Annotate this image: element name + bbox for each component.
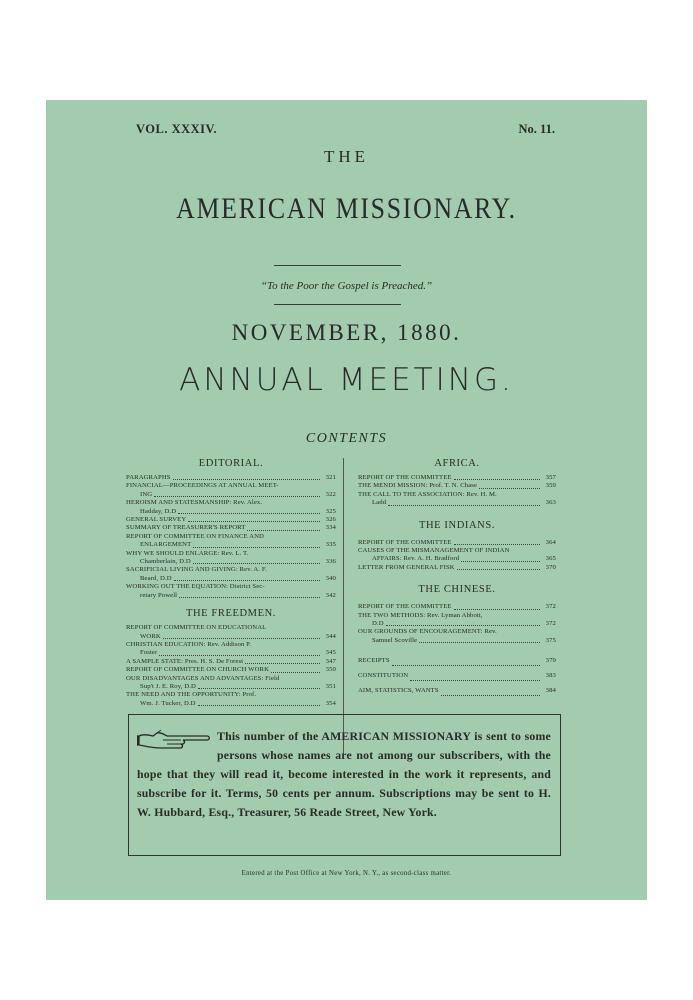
toc-entry-title: Chamberlain, D.D xyxy=(140,558,191,566)
toc-entry-page: 383 xyxy=(545,672,556,680)
toc-entry xyxy=(126,624,336,641)
toc-entry-title: SACRIFICIAL LIVING AND GIVING: Rev. A. F. xyxy=(126,566,267,574)
divider-bottom xyxy=(274,304,401,305)
toc-entry-title: A SAMPLE STATE: Pres. H. S. De Forest xyxy=(126,657,244,665)
toc-entry-page: 363 xyxy=(545,499,556,507)
toc-entry-title: THE MENDI MISSION: Prof. T. N. Chase xyxy=(358,482,478,490)
contents-heading: CONTENTS xyxy=(305,431,388,446)
toc-entry-title: AIM, STATISTICS, WANTS xyxy=(358,687,439,695)
issue-number: No. 11. xyxy=(518,122,555,136)
toc-entry xyxy=(126,583,336,600)
toc-left-column xyxy=(126,458,336,708)
toc-entry-title: Ladd xyxy=(372,499,387,507)
toc-editorial xyxy=(126,474,336,600)
toc-entry xyxy=(126,482,336,499)
toc-entry-title: OUR DISADVANTAGES AND ADVANTAGES: Field xyxy=(126,674,280,682)
toc-entry-page: 379 xyxy=(545,657,556,665)
motto: “To the Poor the Gospel is Preached.” xyxy=(260,280,433,292)
toc-entry xyxy=(358,539,556,547)
toc-entry-page: 334 xyxy=(325,524,336,532)
toc-entry xyxy=(126,524,336,532)
toc-entry xyxy=(126,516,336,524)
toc-entry-page: 335 xyxy=(325,541,336,549)
toc-entry-page: 384 xyxy=(545,687,556,695)
masthead-the: THE xyxy=(323,147,370,166)
toc-entry xyxy=(358,603,556,611)
pointing-hand-icon xyxy=(137,727,211,751)
column-divider xyxy=(343,458,344,754)
toc-entry xyxy=(358,474,556,482)
toc-misc xyxy=(358,653,556,698)
toc-entry-title: REPORT OF COMMITTEE ON FINANCE AND xyxy=(126,532,264,540)
toc-entry-title: Samuel Scoville xyxy=(372,636,418,644)
toc-entry xyxy=(126,641,336,658)
toc-entry-title: ENLARGEMENT xyxy=(140,541,192,549)
toc-entry-title: Foster xyxy=(140,649,158,657)
toc-entry xyxy=(358,482,556,490)
toc-entry xyxy=(358,653,556,668)
postal-notice: Entered at the Post Office at New York, N. Y., as second-class matter. xyxy=(241,870,452,877)
toc-entry xyxy=(126,666,336,674)
toc-entry xyxy=(126,474,336,482)
toc-entry-title: GENERAL SURVEY xyxy=(126,516,187,524)
toc-entry-page: 359 xyxy=(545,482,556,490)
toc-entry-title: REPORT OF THE COMMITTEE xyxy=(358,603,452,611)
toc-africa xyxy=(358,474,556,508)
subscription-notice xyxy=(128,714,561,856)
toc-entry-title: REPORT OF COMMITTEE ON EDUCATIONAL xyxy=(126,624,267,632)
toc-entry-page: 321 xyxy=(325,474,336,481)
toc-entry-title: WORK xyxy=(140,632,161,640)
toc-entry-page: 375 xyxy=(545,636,556,644)
toc-entry-title: AFFAIRS: Rev. A. H. Bradford xyxy=(372,555,460,563)
toc-entry-page: 326 xyxy=(325,516,336,524)
toc-entry-page: 372 xyxy=(545,620,556,628)
toc-entry-title: WHY WE SHOULD ENLARGE: Rev. L. T. xyxy=(126,549,249,557)
toc-entry-title: FINANCIAL—PROCEEDINGS AT ANNUAL MEET- xyxy=(126,482,279,490)
toc-entry-title: THE CALL TO THE ASSOCIATION: Rev. H. M. xyxy=(358,490,497,498)
toc-entry xyxy=(126,658,336,666)
toc-entry-title: CHRISTIAN EDUCATION: Rev. Addison P. xyxy=(126,640,252,648)
section-heading-africa: AFRICA. xyxy=(434,458,480,469)
toc-entry-page: 351 xyxy=(325,682,336,690)
notice-text-block xyxy=(137,727,551,822)
toc-entry xyxy=(358,564,556,572)
toc-entry-page: 325 xyxy=(325,507,336,515)
toc-entry-page: 340 xyxy=(325,574,336,582)
toc-entry-title: THE NEED AND THE OPPORTUNITY: Prof. xyxy=(126,691,257,699)
divider-top xyxy=(274,265,401,266)
section-heading-editorial: EDITORIAL. xyxy=(198,458,264,469)
section-heading-chinese: THE CHINESE. xyxy=(418,584,496,596)
toc-entry-page: 344 xyxy=(325,632,336,640)
toc-entry-page: 322 xyxy=(325,490,336,498)
toc-entry xyxy=(358,628,556,645)
toc-entry xyxy=(126,499,336,516)
section-heading-freedmen: THE FREEDMEN. xyxy=(185,608,277,620)
toc-entry-title: WORKING OUT THE EQUATION: District Sec- xyxy=(126,583,265,591)
toc-entry-title: OUR GROUNDS OF ENCOURAGEMENT: Rev. xyxy=(358,628,497,636)
toc-entry-page: 347 xyxy=(325,657,336,665)
toc-entry-title: ING xyxy=(140,490,153,498)
toc-entry-page: 336 xyxy=(325,558,336,566)
toc-entry-page: 342 xyxy=(325,591,336,599)
toc-entry xyxy=(358,491,556,508)
toc-entry-page: 357 xyxy=(545,474,556,481)
toc-entry-title: CAUSES OF THE MISMANAGEMENT OF INDIAN xyxy=(358,547,510,555)
toc-entry-title: Beard, D.D xyxy=(140,574,172,582)
section-heading-indians: THE INDIANS. xyxy=(418,519,496,531)
toc-entry-title: Wm. J. Tucker, D.D xyxy=(140,699,196,707)
toc-entry xyxy=(358,547,556,564)
toc-entry xyxy=(126,566,336,583)
toc-entry xyxy=(126,550,336,567)
toc-entry-page: 370 xyxy=(545,563,556,571)
toc-entry-title: REPORT OF COMMITTEE ON CHURCH WORK xyxy=(126,666,270,674)
toc-entry-page: 372 xyxy=(545,603,556,611)
issue-date: NOVEMBER, 1880. xyxy=(231,320,462,345)
toc-freedmen xyxy=(126,624,336,708)
toc-indians xyxy=(358,539,556,573)
toc-entry-title: HEROISM AND STATESMANSHIP: Rev. Alex. xyxy=(126,499,263,507)
toc-entry xyxy=(358,612,556,629)
toc-entry-title: CONSTITUTION xyxy=(358,672,409,680)
toc-entry xyxy=(126,675,336,692)
toc-entry xyxy=(126,533,336,550)
toc-entry-title: Hadday, D.D xyxy=(140,507,177,515)
toc-entry-title: SUMMARY OF TREASURER'S REPORT xyxy=(126,524,246,532)
issue-subtitle: ANNUAL MEETING. xyxy=(179,362,514,398)
masthead-title: AMERICAN MISSIONARY. xyxy=(176,192,517,225)
toc-entry-title: REPORT OF THE COMMITTEE xyxy=(358,538,452,546)
toc-entry-title: Sup't J. E. Roy, D.D xyxy=(140,682,196,690)
volume-label: VOL. XXXIV. xyxy=(136,122,218,136)
toc-right-column xyxy=(358,458,556,698)
toc-entry-title: D.D xyxy=(372,620,384,628)
toc-entry-page: 345 xyxy=(325,649,336,657)
toc-entry-title: REPORT OF THE COMMITTEE xyxy=(358,474,452,481)
toc-entry xyxy=(126,691,336,708)
magazine-cover xyxy=(46,100,647,900)
toc-entry-title: LETTER FROM GENERAL FISK xyxy=(358,563,455,571)
toc-entry-page: 354 xyxy=(325,699,336,707)
toc-entry xyxy=(358,683,556,698)
toc-entry xyxy=(358,668,556,683)
toc-entry-title: retary Powell xyxy=(140,591,178,599)
toc-chinese xyxy=(358,603,556,645)
notice-text: This number of the AMERICAN MISSIONARY is sent to some persons whose names are not among our subscribers, with the hope that they will read it, become interested in the work it represents, and subscribe for it. Terms, 50 cents per annum. Subscriptions may be sent to H. W. Hubbard, Esq., Treasurer, 56 Reade Street, New York. xyxy=(137,729,551,819)
toc-entry-page: 364 xyxy=(545,538,556,546)
toc-entry-title: PARAGRAPHS xyxy=(126,474,171,481)
toc-entry-page: 365 xyxy=(545,555,556,563)
toc-entry-page: 350 xyxy=(325,666,336,674)
toc-entry-title: RECEIPTS xyxy=(358,657,390,665)
toc-entry-title: THE TWO METHODS: Rev. Lyman Abbott, xyxy=(358,611,483,619)
